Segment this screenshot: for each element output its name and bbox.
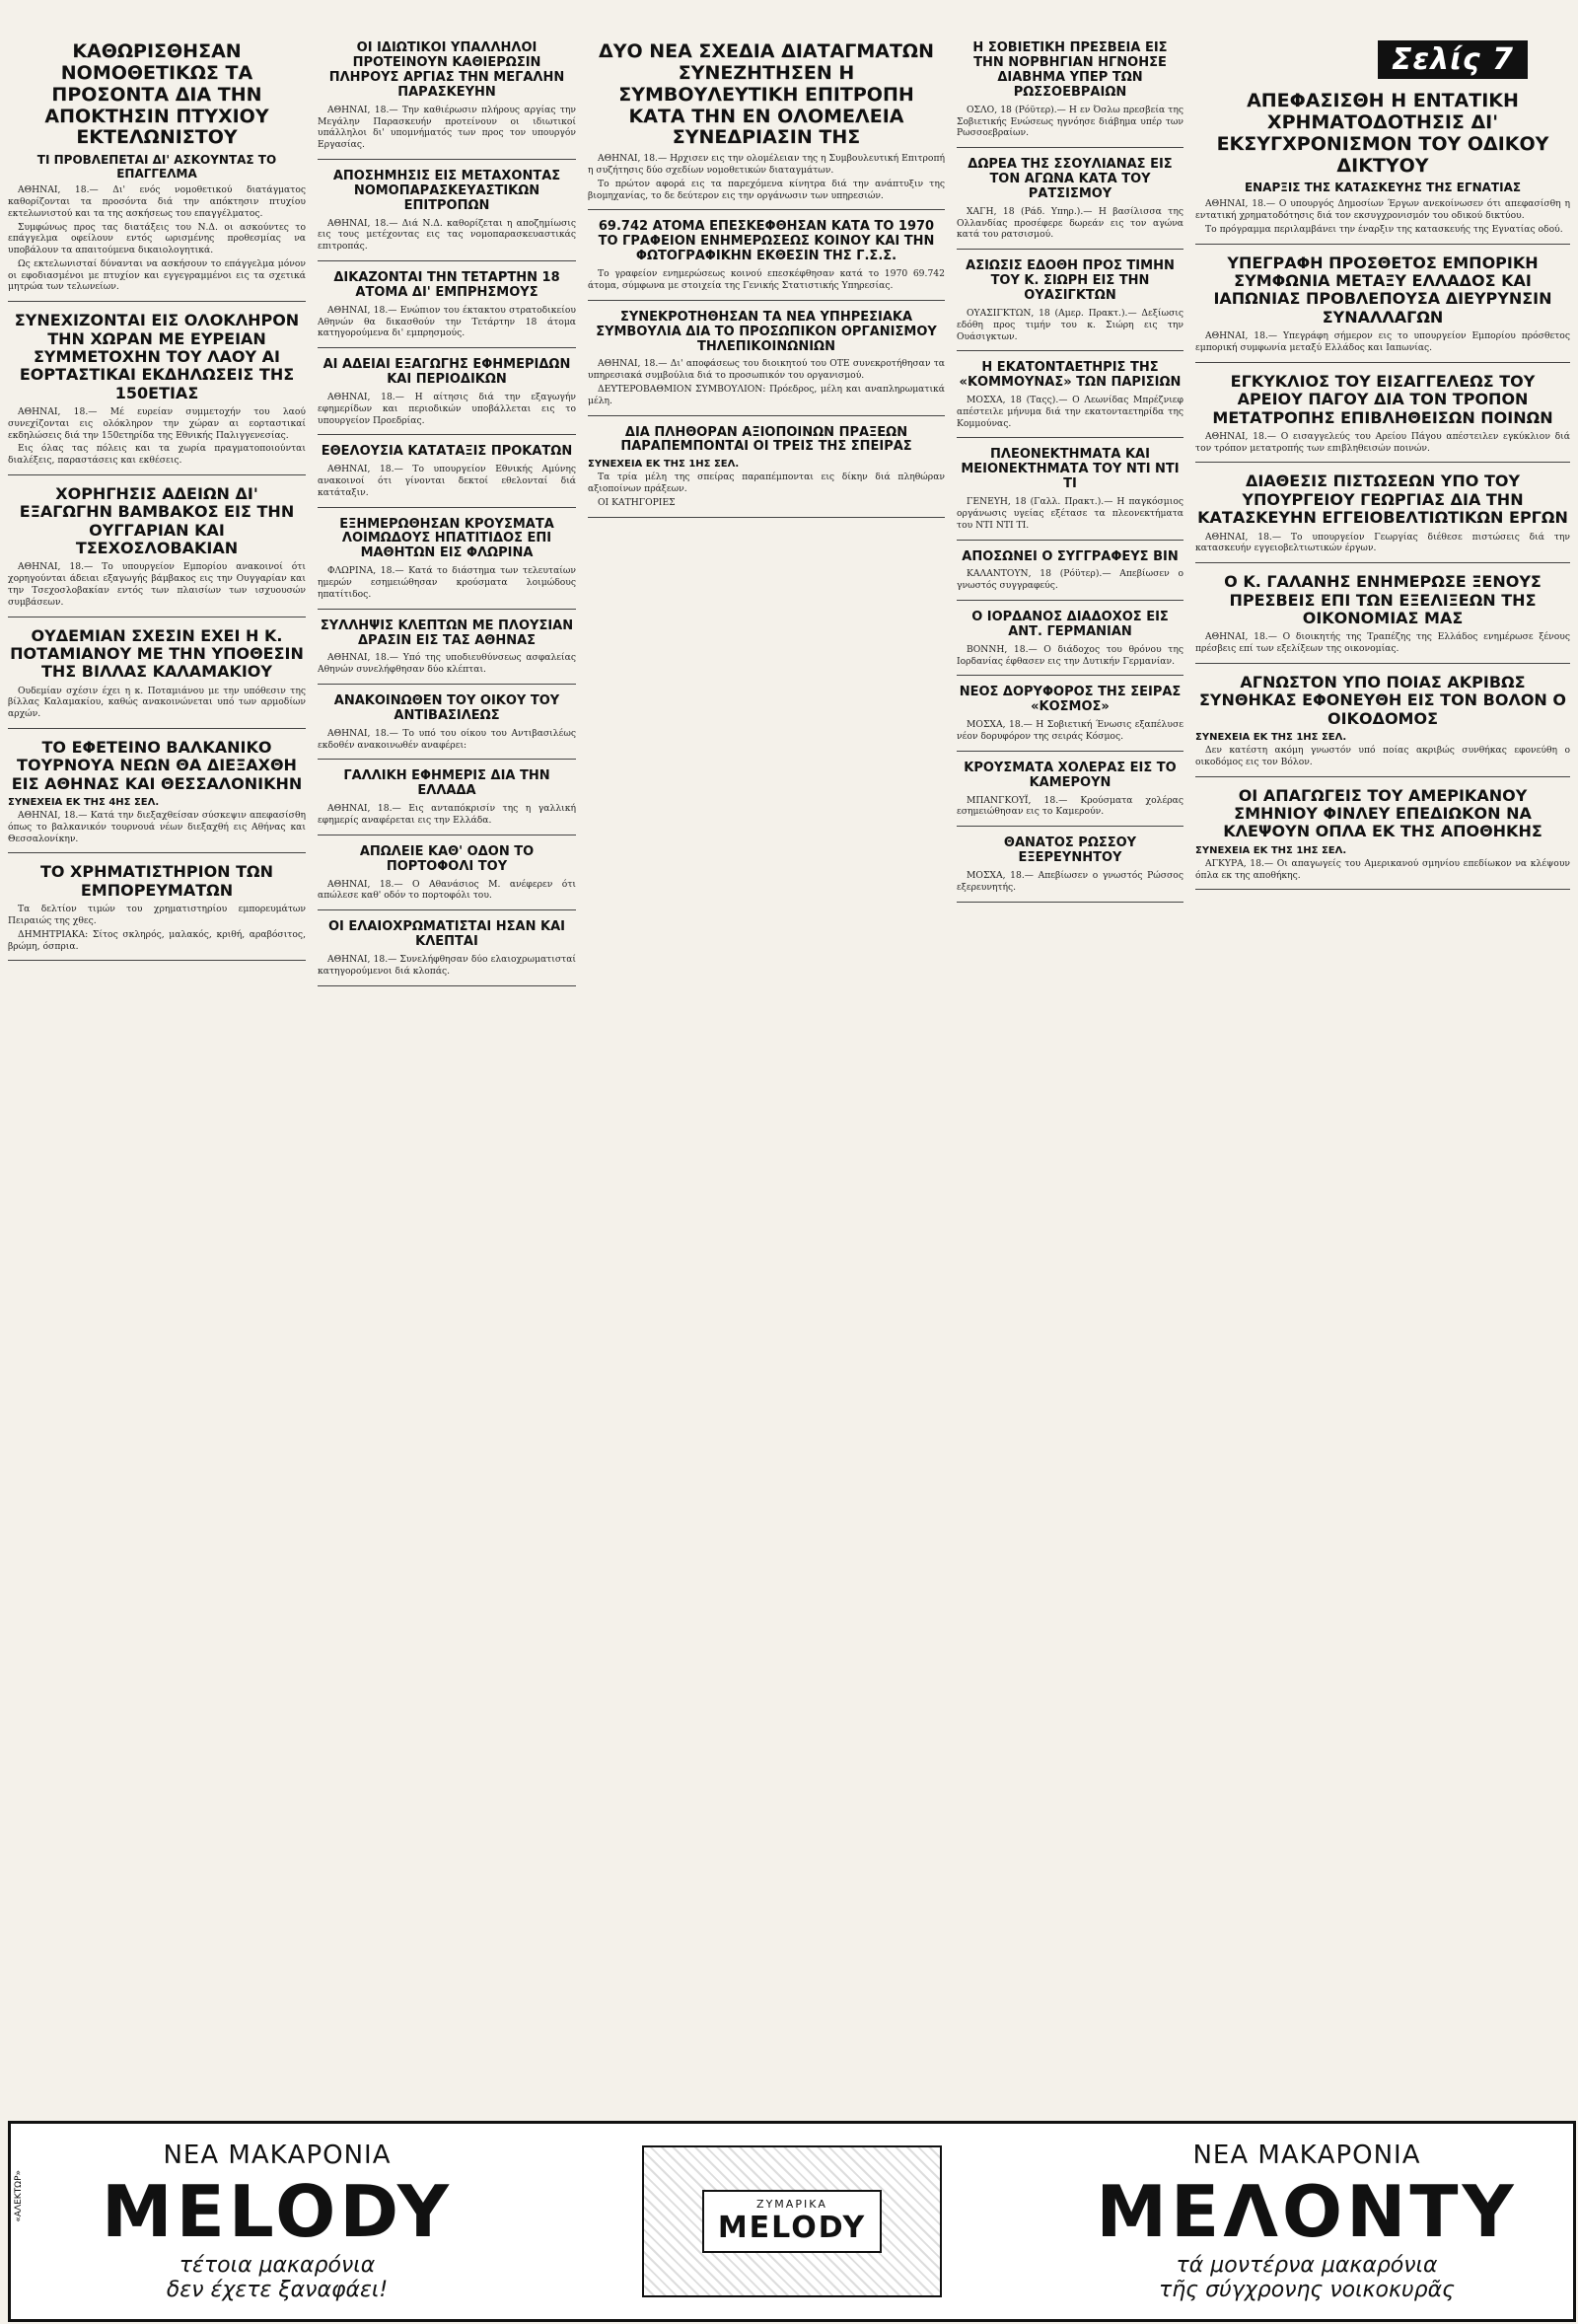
- article: [318, 170, 576, 261]
- article-headline: ΑΙ ΑΔΕΙΑΙ ΕΞΑΓΩΓΗΣ ΕΦΗΜΕΡΙΔΩΝ ΚΑΙ ΠΕΡΙΟΔΙΚΩΝ: [323, 357, 571, 388]
- column-4: [957, 39, 1184, 2111]
- article-body: [8, 184, 306, 293]
- article: [318, 518, 576, 610]
- article-headline: ΥΠΕΓΡΑΦΗ ΠΡΟΣΘΕΤΟΣ ΕΜΠΟΡΙΚΗ ΣΥΜΦΩΝΙΑ ΜΕΤΑΞΥ ΕΛΛΑΔΟΣ ΚΑΙ ΙΑΠΩΝΙΑΣ ΠΡΟΒΛΕΠΟΥΣΑ ΔΙΕΥΡΥΝΣΙΝ ΣΥΝΑΛΛΑΓΩΝ: [1213, 253, 1552, 327]
- article-body: [318, 565, 576, 600]
- article: [588, 311, 945, 416]
- article: [957, 41, 1184, 148]
- article-body: [318, 652, 576, 676]
- article-body: [8, 406, 306, 467]
- article-body: [588, 153, 945, 201]
- article: [318, 619, 576, 685]
- article-headline: Ο ΙΟΡΔΑΝΟΣ ΔΙΑΔΟΧΟΣ ΕΙΣ ΑΝΤ. ΓΕΡΜΑΝΙΑΝ: [971, 610, 1169, 639]
- paragraph: ΑΘΗΝΑΙ, 18.— Συνελήφθησαν δύο ελαιοχρωματισταί κατηγορούμενοι διά κλοπάς.: [318, 954, 576, 977]
- paragraph: ΑΘΗΝΑΙ, 18.— Το υπουργείον Εθνικής Αμύνης ανακοινοί ότι γίνονται δεκτοί εθελονταί διά κατάταξιν.: [318, 464, 576, 498]
- paragraph: ΑΘΗΝΑΙ, 18.— Διά Ν.Δ. καθορίζεται η αποζημίωσις εις τους μετέχοντας εις τας νομοπαρασκευαστικάς επιτροπάς.: [318, 217, 576, 253]
- article-body: [1195, 745, 1570, 768]
- ad-product-package: [642, 2145, 942, 2297]
- paragraph: ΜΠΑΝΓΚΟΥΪ, 18.— Κρούσματα χολέρας εσημειώθησαν εις το Καμερούν.: [957, 794, 1184, 818]
- article: [1195, 91, 1570, 245]
- article: [8, 485, 306, 617]
- paragraph: Εις όλας τας πόλεις και τα χωρία πραγματοποιούνται διαλέξεις, παραστάσεις και εκθέσεις.: [8, 443, 306, 467]
- paragraph: ΑΘΗΝΑΙ, 18.— Υπό της υποδιευθύνσεως ασφαλείας Αθηνών συνελήφθησαν δύο κλέπται.: [318, 652, 576, 676]
- article: [318, 845, 576, 910]
- article-body: [1195, 858, 1570, 882]
- article: [318, 769, 576, 835]
- article-body: [318, 803, 576, 827]
- article-headline: ΣΥΝΕΚΡΟΤΗΘΗΣΑΝ ΤΑ ΝΕΑ ΥΠΗΡΕΣΙΑΚΑ ΣΥΜΒΟΥΛΙΑ ΔΙΑ ΤΟ ΠΡΟΣΩΠΙΚΟΝ ΟΡΓΑΝΙΣΜΟΥ ΤΗΛΕΠΙΚΟΙΝΩΝΙΩΝ: [596, 309, 937, 354]
- paragraph: ΟΣΛΟ, 18 (Ρόϋτερ).— Η εν Όσλω πρεσβεία της Σοβιετικής Ενώσεως ηγνόησε διάβημα υπέρ των Ρωσσοεβραίων.: [957, 104, 1184, 139]
- paragraph: Το πρόγραμμα περιλαμβάνει την έναρξιν της κατασκευής της Εγνατίας οδού.: [1205, 223, 1563, 235]
- paragraph: Τα δελτίον τιμών του χρηματιστηρίου εμπορευμάτων Πειραιώς της χθες.: [8, 904, 306, 926]
- paragraph: ΑΘΗΝΑΙ, 18.— Ο διοικητής της Τραπέζης της Ελλάδος ενημέρωσε ξένους πρέσβεις επί των εξελίξεων της οικονομίας.: [1195, 631, 1570, 655]
- masthead: [1333, 39, 1572, 79]
- article: [957, 550, 1184, 601]
- paragraph: Το πρώτον αφορά εις τα παρεχόμενα κίνητρα διά την ανάπτυξιν της βιομηχανίας, το δε δεύτερον εις την οργάνωσιν των υπηρεσιών.: [588, 178, 945, 201]
- column-3: [588, 39, 945, 2111]
- article-headline: ΑΝΑΚΟΙΝΩΘΕΝ ΤΟΥ ΟΙΚΟΥ ΤΟΥ ΑΝΤΙΒΑΣΙΛΕΩΣ: [333, 693, 560, 723]
- article-body: [957, 568, 1184, 592]
- article-body: [588, 358, 945, 406]
- article-headline: ΕΓΚΥΚΛΙΟΣ ΤΟΥ ΕΙΣΑΓΓΕΛΕΩΣ ΤΟΥ ΑΡΕΙΟΥ ΠΑΓΟΥ ΔΙΑ ΤΟΝ ΤΡΟΠΟΝ ΜΕΤΑΤΡΟΠΗΣ ΕΠΙΒΛΗΘΕΙΣΩΝ ΠΟΙΝΩΝ: [1212, 371, 1553, 427]
- article: [318, 694, 576, 760]
- paragraph: ΑΘΗΝΑΙ, 18.— Το υπό του οίκου του Αντιβασιλέως εκδοθέν ανακοινωθέν αναφέρει:: [318, 727, 576, 751]
- article-headline: ΣΥΛΛΗΨΙΣ ΚΛΕΠΤΩΝ ΜΕ ΠΛΟΥΣΙΑΝ ΔΡΑΣΙΝ ΕΙΣ ΤΑΣ ΑΘΗΝΑΣ: [320, 617, 574, 648]
- paragraph: ΔΕΥΤΕΡΟΒΑΘΜΙΟΝ ΣΥΜΒΟΥΛΙΟΝ: Πρόεδρος, μέλη και αναπληρωματικά μέλη.: [588, 383, 945, 406]
- paragraph: ΑΘΗΝΑΙ, 18.— Κατά την διεξαχθείσαν σύσκεψιν απεφασίσθη όπως το βαλκανικόν τουρνουά νέων διεξαχθή εις Αθήνας και Θεσσαλονίκην.: [8, 810, 306, 844]
- continuation-note: ΣΥΝΕΧΕΙΑ ΕΚ ΤΗΣ 1ΗΣ ΣΕΛ.: [1195, 844, 1347, 856]
- ad-left-small: ΝΕΑ ΜΑΚΑΡΟΝΙΑ: [163, 2141, 392, 2170]
- ad-left-tag2: δεν έχετε ξαναφάει!: [166, 2278, 389, 2302]
- article: [318, 358, 576, 435]
- article-headline: ΘΑΝΑΤΟΣ ΡΩΣΣΟΥ ΕΞΕΡΕΥΝΗΤΟΥ: [1003, 835, 1137, 866]
- page-number-logo: Σελίς 7: [1378, 40, 1528, 79]
- column-5: [1195, 89, 1570, 2111]
- paragraph: ΒΟΝΝΗ, 18.— Ο διάδοχος του θρόνου της Ιορδανίας έφθασεν εις την Δυτικήν Γερμανίαν.: [957, 643, 1184, 667]
- article: [318, 271, 576, 348]
- article-headline: ΔΙΑ ΠΛΗΘΟΡΑΝ ΑΞΙΟΠΟΙΝΩΝ ΠΡΑΞΕΩΝ ΠΑΡΑΠΕΜΠΟΝΤΑΙ ΟΙ ΤΡΕΙΣ ΤΗΣ ΣΠΕΙΡΑΣ: [620, 424, 912, 455]
- article-headline: ΝΕΟΣ ΔΟΡΥΦΟΡΟΣ ΤΗΣ ΣΕΙΡΑΣ «ΚΟΣΜΟΣ»: [959, 685, 1182, 715]
- article-body: [318, 954, 576, 978]
- paragraph: ΟΥΑΣΙΓΚΤΩΝ, 18 (Αμερ. Πρακτ.).— Δεξίωσις εδόθη προς τιμήν του κ. Σιώρη εις την Ουάσιγκτων.: [957, 307, 1184, 342]
- article: [588, 426, 945, 518]
- article-headline: ΔΙΚΑΖΟΝΤΑΙ ΤΗΝ ΤΕΤΑΡΤΗΝ 18 ΑΤΟΜΑ ΔΙ' ΕΜΠΡΗΣΜΟΥΣ: [333, 269, 560, 300]
- article-headline: Η ΣΟΒΙΕΤΙΚΗ ΠΡΕΣΒΕΙΑ ΕΙΣ ΤΗΝ ΝΟΡΒΗΓΙΑΝ ΗΓΝΟΗΣΕ ΔΙΑΒΗΜΑ ΥΠΕΡ ΤΩΝ ΡΩΣΣΟΕΒΡΑΙΩΝ: [972, 40, 1168, 100]
- article-body: [318, 728, 576, 752]
- article: [1195, 472, 1570, 563]
- article-body: [957, 308, 1184, 342]
- article-body: [957, 206, 1184, 241]
- article: [8, 312, 306, 475]
- package-label: [702, 2190, 882, 2253]
- article-body: [318, 464, 576, 498]
- article-headline: ΑΣΙΩΣΙΣ ΕΔΟΘΗ ΠΡΟΣ ΤΙΜΗΝ ΤΟΥ Κ. ΣΙΩΡΗ ΕΙΣ ΤΗΝ ΟΥΑΣΙΓΚΤΩΝ: [966, 258, 1175, 304]
- article-body: [957, 719, 1184, 743]
- article-body: [957, 795, 1184, 819]
- paragraph: ΑΘΗΝΑΙ, 18.— Το υπουργείον Εμπορίου ανακοινοί ότι χορηγούνται άδειαι εξαγωγής βάμβακος εις την Ουγγαρίαν και την Τσεχοσλοβακίαν εντός των πλαισίων των ισχυουσών συμβάσεων.: [8, 561, 306, 608]
- paragraph: ΧΑΓΗ, 18 (Ράδ. Υπηρ.).— Η βασίλισσα της Ολλανδίας προσέφερε δωρεάν εις τον αγώνα κατά του ρατσισμού.: [957, 205, 1184, 241]
- article: [1195, 573, 1570, 664]
- ad-right-tag2: τῆς σύγχρονης νοικοκυρᾶς: [1158, 2278, 1456, 2302]
- article-headline: ΤΟ ΧΡΗΜΑΤΙΣΤΗΡΙΟΝ ΤΩΝ ΕΜΠΟΡΕΥΜΑΤΩΝ: [39, 862, 274, 900]
- article-subheadline: ΕΝΑΡΞΙΣ ΤΗΣ ΚΑΤΑΣΚΕΥΗΣ ΤΗΣ ΕΓΝΑΤΙΑΣ: [1244, 181, 1522, 195]
- article-body: [1195, 532, 1570, 555]
- article: [957, 158, 1184, 250]
- article: [1195, 373, 1570, 464]
- article-body: [1195, 431, 1570, 455]
- article-body: [957, 105, 1184, 139]
- article-headline: ΔΙΑΘΕΣΙΣ ΠΙΣΤΩΣΕΩΝ ΥΠΟ ΤΟΥ ΥΠΟΥΡΓΕΙΟΥ ΓΕΩΡΓΙΑΣ ΔΙΑ ΤΗΝ ΚΑΤΑΣΚΕΥΗΝ ΕΓΓΕΙΟΒΕΛΤΙΩΤΙΚΩΝ ΕΡΓΩΝ: [1197, 472, 1568, 528]
- article-headline: ΔΩΡΕΑ ΤΗΣ ΣΣΟΥΛΙΑΝΑΣ ΕΙΣ ΤΟΝ ΑΓΩΝΑ ΚΑΤΑ ΤΟΥ ΡΑΤΣΙΣΜΟΥ: [968, 157, 1173, 201]
- article: [8, 627, 306, 729]
- article-headline: ΚΡΟΥΣΜΑΤΑ ΧΟΛΕΡΑΣ ΕΙΣ ΤΟ ΚΑΜΕΡΟΥΝ: [964, 760, 1177, 790]
- paragraph: ΑΘΗΝΑΙ, 18.— Ο εισαγγελεύς του Αρείου Πάγου απέστειλεν εγκύκλιον διά τον τρόπον μετατροπής των επιβληθεισών ποινών.: [1195, 430, 1570, 454]
- article-body: [318, 392, 576, 426]
- advertisement-melody: [8, 2121, 1576, 2322]
- article-body: [8, 561, 306, 608]
- article: [957, 259, 1184, 351]
- paragraph: ΑΘΗΝΑΙ, 18.— Το υπουργείον Γεωργίας διέθεσε πιστώσεις διά την κατασκευήν εγγειοβελτιωτικών έργων.: [1195, 531, 1570, 554]
- article-body: [318, 305, 576, 339]
- article-headline: 69.742 ΑΤΟΜΑ ΕΠΕΣΚΕΦΘΗΣΑΝ ΚΑΤΑ ΤΟ 1970 ΤΟ ΓΡΑΦΕΙΟΝ ΕΝΗΜΕΡΩΣΕΩΣ ΚΟΙΝΟΥ ΚΑΙ ΤΗΝ ΦΩΤΟΓΡΑΦΙΚΗΝ ΕΚΘΕΣΙΝ ΤΗΣ Γ.Σ.Σ.: [598, 219, 935, 264]
- ad-left-tag1: τέτοια μακαρόνια: [179, 2253, 376, 2278]
- article-headline: ΟΙ ΙΔΙΩΤΙΚΟΙ ΥΠΑΛΛΗΛΟΙ ΠΡΟΤΕΙΝΟΥΝ ΚΑΘΙΕΡΩΣΙΝ ΠΛΗΡΟΥΣ ΑΡΓΙΑΣ ΤΗΝ ΜΕΓΑΛΗΝ ΠΑΡΑΣΚΕΥΗΝ: [328, 40, 565, 100]
- article: [957, 762, 1184, 827]
- ad-right: [1040, 2141, 1573, 2302]
- ad-left-brand: MELODY: [101, 2170, 453, 2253]
- package-brand: MELODY: [717, 2211, 867, 2245]
- article: [1195, 254, 1570, 363]
- paragraph: ΑΘΗΝΑΙ, 18.— Ο Αθανάσιος Μ. ανέφερεν ότι απώλεσε καθ' οδόν το πορτοφόλι του.: [318, 878, 576, 902]
- article-headline: Ο Κ. ΓΑΛΑΝΗΣ ΕΝΗΜΕΡΩΣΕ ΞΕΝΟΥΣ ΠΡΕΣΒΕΙΣ ΕΠΙ ΤΩΝ ΕΞΕΛΙΞΕΩΝ ΤΗΣ ΟΙΚΟΝΟΜΙΑΣ ΜΑΣ: [1224, 572, 1542, 627]
- continuation-note: ΣΥΝΕΧΕΙΑ ΕΚ ΤΗΣ 4ΗΣ ΣΕΛ.: [8, 797, 160, 809]
- continuation-note: ΣΥΝΕΧΕΙΑ ΕΚ ΤΗΣ 1ΗΣ ΣΕΛ.: [588, 459, 740, 471]
- paragraph: ΟΙ ΚΑΤΗΓΟΡΙΕΣ: [598, 496, 676, 508]
- article-headline: ΑΠΕΦΑΣΙΣΘΗ Η ΕΝΤΑΤΙΚΗ ΧΡΗΜΑΤΟΔΟΤΗΣΙΣ ΔΙ' ΕΚΣΥΓΧΡΟΝΙΣΜΟΝ ΤΟΥ ΟΔΙΚΟΥ ΔΙΚΤΥΟΥ: [1216, 90, 1549, 177]
- article-body: [8, 686, 306, 720]
- article-headline: ΑΠΟΣΗΜΗΣΙΣ ΕΙΣ ΜΕΤΑΧΟΝΤΑΣ ΝΟΜΟΠΑΡΑΣΚΕΥΑΣΤΙΚΩΝ ΕΠΙΤΡΟΠΩΝ: [332, 168, 561, 213]
- article-body: [957, 870, 1184, 894]
- article: [957, 611, 1184, 676]
- article-headline: ΕΞΗΜΕΡΩΘΗΣΑΝ ΚΡΟΥΣΜΑΤΑ ΛΟΙΜΩΔΟΥΣ ΗΠΑΤΙΤΙΔΟΣ ΕΠΙ ΜΑΘΗΤΩΝ ΕΙΣ ΦΛΩΡΙΝΑ: [339, 516, 554, 561]
- article-body: [588, 268, 945, 292]
- article-body: [318, 218, 576, 253]
- paragraph: ΑΓΚΥΡΑ, 18.— Οι απαγωγείς του Αμερικανού σμηνίου επεδίωκον να κλέψουν όπλα εκ της αποθήκης.: [1195, 857, 1570, 881]
- article: [318, 445, 576, 507]
- paragraph: ΑΘΗΝΑΙ, 18.— Ηρχισεν εις την ολομέλειαν της η Συμβουλευτική Επιτροπή η συζήτησις δύο σχεδίων νομοθετικών διαταγμάτων.: [588, 153, 945, 176]
- article: [8, 41, 306, 302]
- article-body: [8, 904, 306, 952]
- article-body: [1195, 198, 1570, 235]
- paragraph: Το γραφείον ενημερώσεως κοινού επεσκέφθησαν κατά το 1970 69.742 άτομα, σύμφωνα με στοιχεία της Γενικής Στατιστικής Υπηρεσίας.: [588, 268, 945, 291]
- ad-agency-credit: «ΑΛΕΚΤΩΡ»: [14, 2170, 24, 2222]
- article-body: [957, 395, 1184, 429]
- paragraph: ΚΑΛΑΝΤΟΥΝ, 18 (Ρόϋτερ).— Απεβίωσεν ο γνωστός συγγραφεύς.: [957, 568, 1184, 592]
- article: [588, 220, 945, 300]
- article: [8, 863, 306, 961]
- article: [8, 739, 306, 853]
- paragraph: ΑΘΗΝΑΙ, 18.— Την καθιέρωσιν πλήρους αργίας την Μεγάλην Παρασκευήν προτείνουν οι ιδιωτικοί υπάλληλοι δι' υπομνήματός των προς τον υπουργόν Εργασίας.: [318, 104, 576, 151]
- paragraph: ΑΘΗΝΑΙ, 18.— Η αίτησις διά την εξαγωγήν εφημερίδων και περιοδικών υποβάλλεται εις το υπουργείον Προεδρίας.: [318, 391, 576, 426]
- article: [1195, 674, 1570, 777]
- article-body: [588, 472, 945, 508]
- article: [957, 686, 1184, 751]
- paragraph: Συμφώνως προς τας διατάξεις του Ν.Δ. οι ασκούντες το επάγγελμα οφείλουν εντός ωρισμένης προθεσμίας να υποβάλουν τα απαιτούμενα δικαιολογητικά.: [8, 221, 306, 256]
- paragraph: ΜΟΣΧΑ, 18 (Ταςς).— Ο Λεωνίδας Μπρέζνιεφ απέστειλε μήνυμα διά την εκατονταετηρίδα της Κομμούνας.: [957, 395, 1184, 429]
- article-body: [957, 496, 1184, 531]
- paragraph: ΦΛΩΡΙΝΑ, 18.— Κατά το διάστημα των τελευταίων ημερών εσημειώθησαν κρούσματα λοιμώδους ηπατίτιδος.: [318, 565, 576, 600]
- continuation-note: ΣΥΝΕΧΕΙΑ ΕΚ ΤΗΣ 1ΗΣ ΣΕΛ.: [1195, 732, 1347, 744]
- paragraph: ΑΘΗΝΑΙ, 18.— Δι' ενός νομοθετικού διατάγματος καθορίζονται τα προσόντα διά την απόκτησιν πτυχίου εκτελωνιστού και τα της ασκήσεως του επαγγέλματος.: [8, 184, 306, 219]
- paragraph: ΑΘΗΝΑΙ, 18.— Δι' αποφάσεως του διοικητού του ΟΤΕ συνεκροτήθησαν τα υπηρεσιακά συμβούλια διά το προσωπικόν του οργανισμού.: [588, 358, 945, 382]
- article-headline: ΔΥΟ ΝΕΑ ΣΧΕΔΙΑ ΔΙΑΤΑΓΜΑΤΩΝ ΣΥΝΕΖΗΤΗΣΕΝ Η ΣΥΜΒΟΥΛΕΥΤΙΚΗ ΕΠΙΤΡΟΠΗ ΚΑΤΑ ΤΗΝ ΕΝ ΟΛΟΜΕΛΕΙΑ ΣΥΝΕΔΡΙΑΣΙΝ ΤΗΣ: [598, 40, 934, 149]
- article-body: [1195, 330, 1570, 354]
- paragraph: Τα τρία μέλη της σπείρας παραπέμπονται εις δίκην διά πληθώραν αξιοποίνων πράξεων.: [588, 472, 945, 495]
- paragraph: ΑΘΗΝΑΙ, 18.— Εις ανταπόκρισίν της η γαλλική εφημερίς αναφέρεται εις την Ελλάδα.: [318, 803, 576, 827]
- paragraph: ΑΘΗΝΑΙ, 18.— Ενώπιον του έκτακτου στρατοδικείου Αθηνών θα δικασθούν την Τετάρτην 18 άτομα κατηγορούμενα δι' εμπρησμούς.: [318, 304, 576, 339]
- article: [957, 448, 1184, 540]
- article-body: [957, 644, 1184, 668]
- article-headline: ΟΙ ΑΠΑΓΩΓΕΙΣ ΤΟΥ ΑΜΕΡΙΚΑΝΟΥ ΣΜΗΝΙΟΥ ΦΙΝΛΕΥ ΕΠΕΔΙΩΚΟΝ ΝΑ ΚΛΕΨΟΥΝ ΟΠΛΑ ΕΚ ΤΗΣ ΑΠΟΘΗΚΗΣ: [1223, 785, 1542, 841]
- article: [588, 41, 945, 210]
- article-headline: ΣΥΝΕΧΙΖΟΝΤΑΙ ΕΙΣ ΟΛΟΚΛΗΡΟΝ ΤΗΝ ΧΩΡΑΝ ΜΕ ΕΥΡΕΙΑΝ ΣΥΜΜΕΤΟΧΗΝ ΤΟΥ ΛΑΟΥ ΑΙ ΕΟΡΤΑΣΤΙΚΑΙ ΕΚΔΗΛΩΣΕΙΣ ΤΗΣ 150ΕΤΙΑΣ: [14, 311, 300, 402]
- paragraph: ΑΘΗΝΑΙ, 18.— Ο υπουργός Δημοσίων Έργων ανεκοίνωσεν ότι απεφασίσθη η εντατική χρηματοδότησις διά τον εκσυγχρονισμόν του οδικού δικτύου.: [1195, 198, 1570, 222]
- paragraph: ΑΘΗΝΑΙ, 18.— Υπεγράφη σήμερον εις το υπουργείον Εμπορίου πρόσθετος εμπορική συμφωνία μεταξύ Ελλάδος και Ιαπωνίας.: [1195, 330, 1570, 353]
- article-headline: ΑΠΩΛΕΙΕ ΚΑΘ' ΟΔΟΝ ΤΟ ΠΟΡΤΟΦΟΛΙ ΤΟΥ: [359, 843, 535, 874]
- column-2: [318, 39, 576, 2111]
- paragraph: Δεν κατέστη ακόμη γνωστόν υπό ποίας ακριβώς συνθήκας εφονεύθη ο οικοδόμος εις τον Βόλον.: [1195, 745, 1570, 767]
- article-headline: ΤΟ ΕΦΕΤΕΙΝΟ ΒΑΛΚΑΝΙΚΟ ΤΟΥΡΝΟΥΑ ΝΕΩΝ ΘΑ ΔΙΕΞΑΧΘΗ ΕΙΣ ΑΘΗΝΑΣ ΚΑΙ ΘΕΣΣΑΛΟΝΙΚΗΝ: [11, 737, 303, 793]
- article-headline: ΧΟΡΗΓΗΣΙΣ ΑΔΕΙΩΝ ΔΙ' ΕΞΑΓΩΓΗΝ ΒΑΜΒΑΚΟΣ ΕΙΣ ΤΗΝ ΟΥΓΓΑΡΙΑΝ ΚΑΙ ΤΣΕΧΟΣΛΟΒΑΚΙΑΝ: [19, 483, 295, 558]
- article-body: [318, 105, 576, 151]
- ad-left: [11, 2141, 543, 2302]
- paragraph: ΜΟΣΧΑ, 18.— Η Σοβιετική Ένωσις εξαπέλυσε νέον δορυφόρον της σειράς Κόσμος.: [957, 719, 1184, 743]
- column-1: [8, 39, 306, 2111]
- article-subheadline: ΤΙ ΠΡΟΒΛΕΠΕΤΑΙ ΔΙ' ΑΣΚΟΥΝΤΑΣ ΤΟ ΕΠΑΓΓΕΛΜΑ: [36, 153, 277, 182]
- article-headline: ΚΑΘΩΡΙΣΘΗΣΑΝ ΝΟΜΟΘΕΤΙΚΩΣ ΤΑ ΠΡΟΣΟΝΤΑ ΔΙΑ ΤΗΝ ΑΠΟΚΤΗΣΙΝ ΠΤΥΧΙΟΥ ΕΚΤΕΛΩΝΙΣΤΟΥ: [44, 40, 269, 149]
- paragraph: ΜΟΣΧΑ, 18.— Απεβίωσεν ο γνωστός Ρώσσος εξερευνητής.: [957, 870, 1184, 893]
- paragraph: ΔΗΜΗΤΡΙΑΚΑ: Σίτος σκληρός, μαλακός, κριθή, αραβόσιτος, βρώμη, όσπρια.: [8, 928, 306, 952]
- paragraph: Ως εκτελωνισταί δύνανται να ασκήσουν το επάγγελμα μόνον οι εφοδιασμένοι με πτυχίον και εγγεγραμμένοι εις τα σχετικά μητρώα των τελωνείων.: [8, 257, 306, 293]
- article-headline: ΟΥΔΕΜΙΑΝ ΣΧΕΣΙΝ ΕΧΕΙ Η Κ. ΠΟΤΑΜΙΑΝΟΥ ΜΕ ΤΗΝ ΥΠΟΘΕΣΙΝ ΤΗΣ ΒΙΛΛΑΣ ΚΑΛΑΜΑΚΙΟΥ: [10, 625, 304, 682]
- article-headline: ΑΠΟΣΩΝΕΙ Ο ΣΥΓΓΡΑΦΕΥΣ ΒΙΝ: [962, 548, 1179, 564]
- article-headline: ΑΓΝΩΣΤΟΝ ΥΠΟ ΠΟΙΑΣ ΑΚΡΙΒΩΣ ΣΥΝΘΗΚΑΣ ΕΦΟΝΕΥΘΗ ΕΙΣ ΤΟΝ ΒΟΛΟΝ Ο ΟΙΚΟΔΟΜΟΣ: [1199, 672, 1566, 728]
- article: [957, 836, 1184, 902]
- paragraph: ΓΕΝΕΥΗ, 18 (Γαλλ. Πρακτ.).— Η παγκόσμιος οργάνωσις υγείας εξέτασε τα πλεονεκτήματα του ΝΤΙ ΝΤΙ ΤΙ.: [957, 496, 1184, 531]
- article: [318, 920, 576, 985]
- article: [1195, 787, 1570, 891]
- article: [318, 41, 576, 160]
- ad-right-tag1: τά μοντέρνα μακαρόνια: [1176, 2253, 1438, 2278]
- paragraph: Ουδεμίαν σχέσιν έχει η κ. Ποταμιάνου με την υπόθεσιν της βίλλας Καλαμακίου, καθώς ανακοινώνεται υπό των αρμοδίων αρχών.: [8, 685, 306, 720]
- article-headline: ΠΛΕΟΝΕΚΤΗΜΑΤΑ ΚΑΙ ΜΕΙΟΝΕΚΤΗΜΑΤΑ ΤΟΥ ΝΤΙ ΝΤΙ ΤΙ: [961, 447, 1180, 492]
- article-headline: Η ΕΚΑΤΟΝΤΑΕΤΗΡΙΣ ΤΗΣ «ΚΟΜΜΟΥΝΑΣ» ΤΩΝ ΠΑΡΙΣΙΩΝ: [959, 360, 1182, 391]
- article: [957, 361, 1184, 438]
- paragraph: ΑΘΗΝΑΙ, 18.— Μέ ευρείαν συμμετοχήν του λαού συνεχίζονται εις ολόκληρον την χώραν αι εορταστικαί εκδηλώσεις διά την 150ετηρίδα της Εθνικής Παλιγγενεσίας.: [8, 406, 306, 441]
- article-headline: ΓΑΛΛΙΚΗ ΕΦΗΜΕΡΙΣ ΔΙΑ ΤΗΝ ΕΛΛΑΔΑ: [343, 768, 550, 799]
- article-body: [318, 879, 576, 903]
- ad-right-brand: ΜΕΛΟΝΤΥ: [1096, 2170, 1518, 2253]
- article-headline: ΕΘΕΛΟΥΣΙΑ ΚΑΤΑΤΑΞΙΣ ΠΡΟΚΑΤΩΝ: [321, 444, 573, 460]
- article-body: [1195, 631, 1570, 655]
- article-headline: ΟΙ ΕΛΑΙΟΧΡΩΜΑΤΙΣΤΑΙ ΗΣΑΝ ΚΑΙ ΚΛΕΠΤΑΙ: [328, 919, 565, 950]
- package-small-text: ΖΥΜΑΡΙΚΑ: [756, 2198, 827, 2211]
- article-body: [8, 810, 306, 844]
- ad-right-small: ΝΕΑ ΜΑΚΑΡΟΝΙΑ: [1192, 2141, 1421, 2170]
